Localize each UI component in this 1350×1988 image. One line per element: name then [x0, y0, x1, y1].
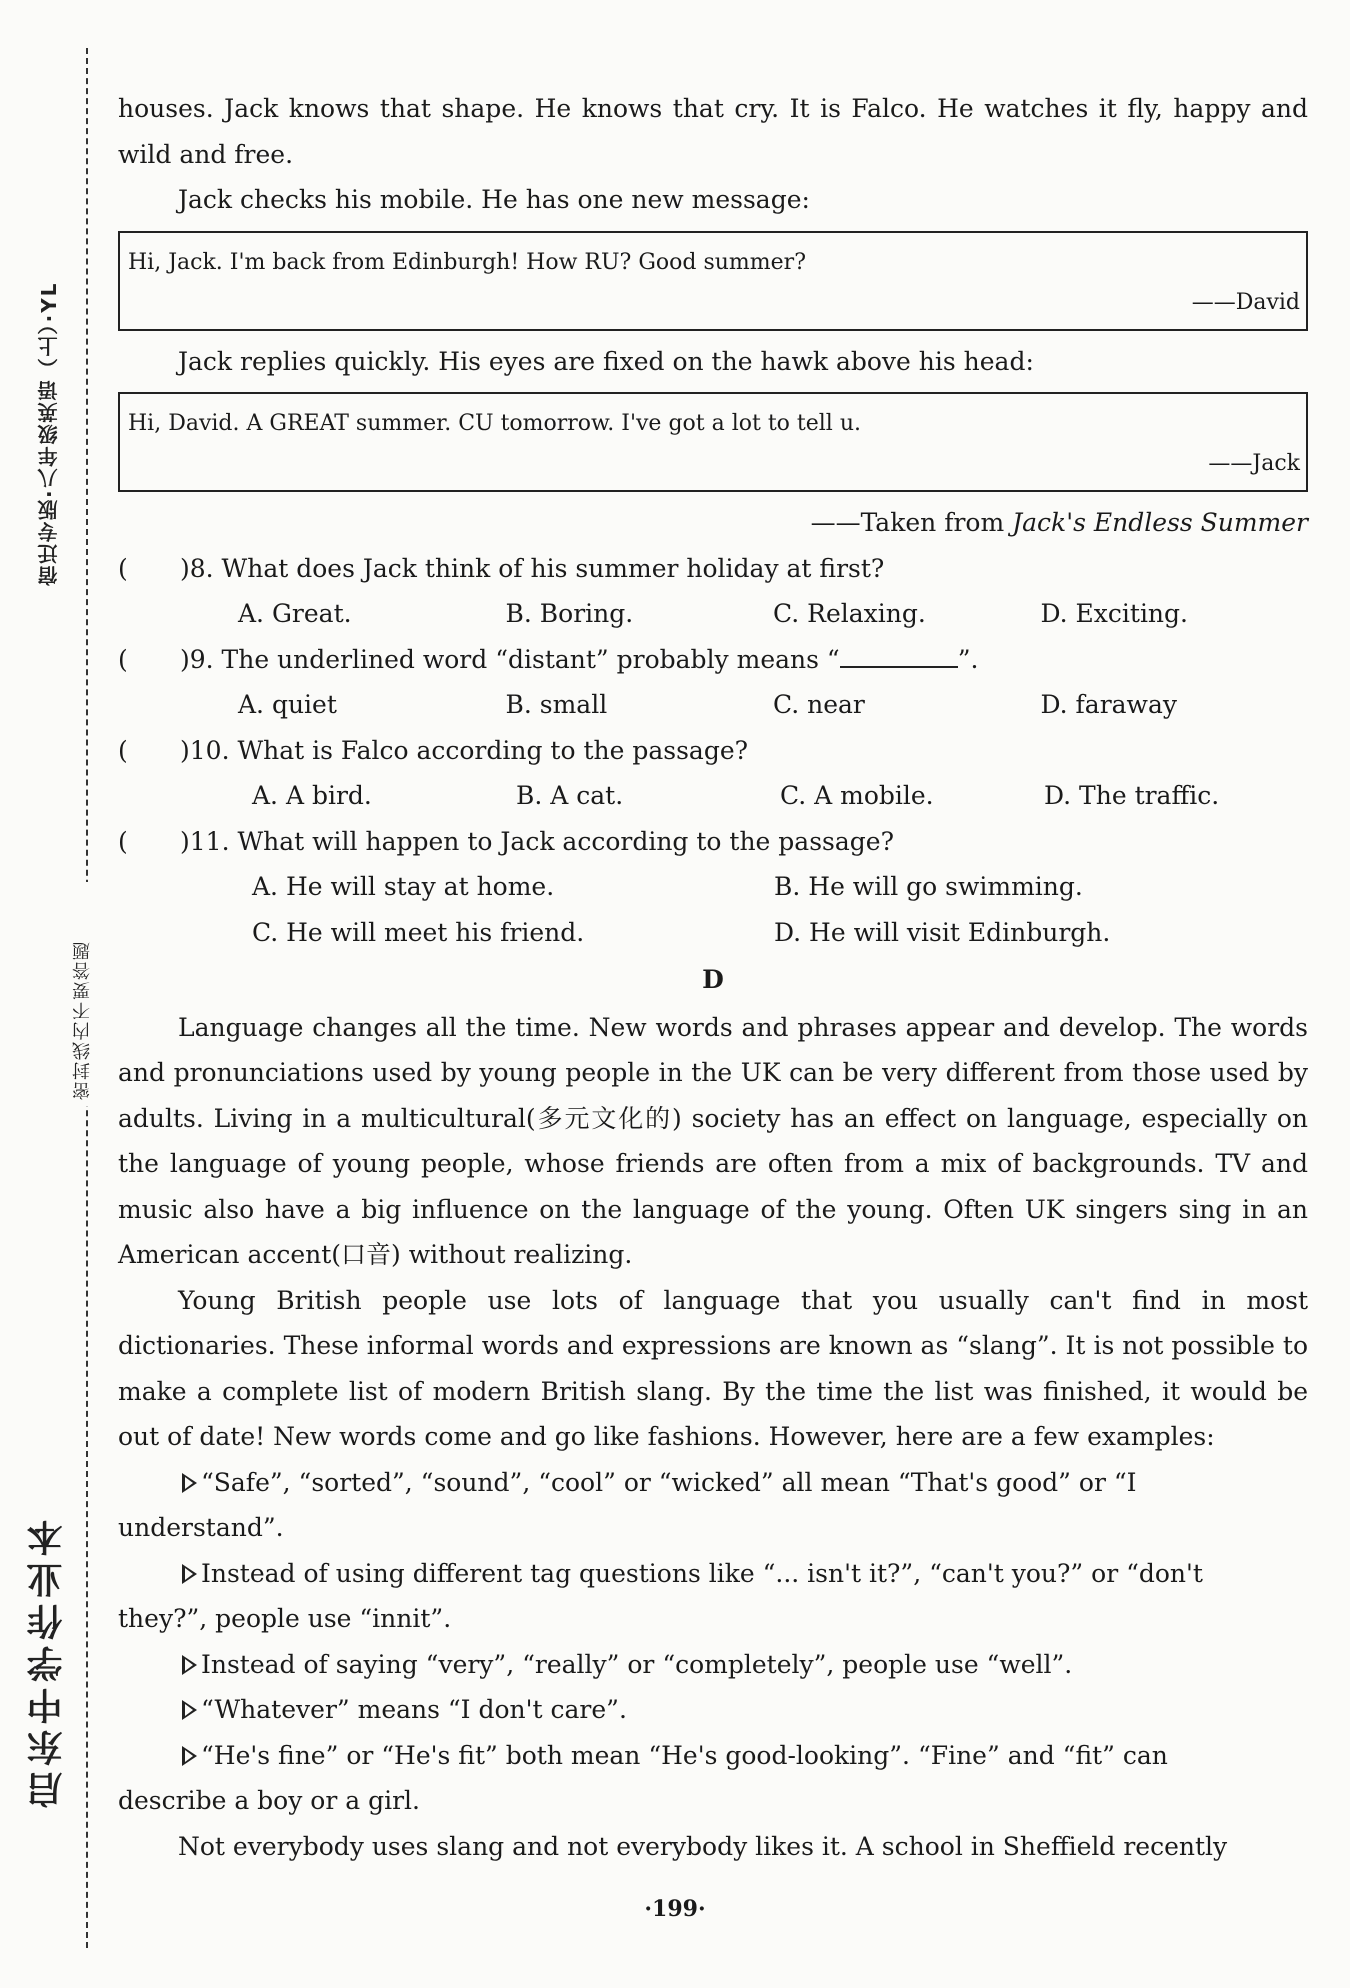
answer-bracket[interactable]: (: [118, 553, 128, 583]
option-a[interactable]: A. A bird.: [252, 781, 372, 810]
slang-example-continued: understand”.: [118, 1513, 284, 1542]
triangle-bullet-icon: [182, 1746, 197, 1766]
question-11-options-row2: [118, 910, 1308, 956]
slang-example: Instead of saying “very”, “really” or “completely”, people use “well”.: [118, 1642, 1308, 1688]
option-d[interactable]: D. Exciting.: [1040, 599, 1188, 628]
reply-line: Jack replies quickly. His eyes are fixed on the hawk above his head:: [178, 346, 1034, 376]
option-b[interactable]: B. He will go swimming.: [774, 872, 1083, 901]
option-b[interactable]: B. Boring.: [505, 599, 634, 628]
edition-label: 宿迁专版·八年级英语（上）·YL: [34, 260, 63, 592]
question-11: [118, 819, 1308, 865]
slang-example-continued: describe a boy or a girl.: [118, 1786, 420, 1815]
question-text: )10. What is Falco according to the passage?: [180, 735, 749, 765]
seal-notice: 密封线内不要答题: [70, 882, 96, 1106]
source-title: Jack's Endless Summer: [1012, 508, 1308, 537]
message-signature: ——Jack: [1208, 451, 1300, 476]
source-citation: [118, 500, 1308, 546]
slang-example: Instead of using different tag questions like “... isn't it?”, “can't you?” or “don't: [118, 1551, 1308, 1597]
slang-example: “Safe”, “sorted”, “sound”, “cool” or “wicked” all mean “That's good” or “I: [118, 1460, 1308, 1506]
message-box-david: [118, 231, 1308, 331]
story-paragraph-end: houses. Jack knows that shape. He knows that cry. It is Falco. He watches it fly, happy and wild and free.: [118, 94, 1308, 169]
message-signature: ——David: [1191, 289, 1300, 315]
fill-blank[interactable]: [840, 644, 958, 668]
option-a[interactable]: A. He will stay at home.: [252, 872, 555, 901]
passage-paragraph-1: Language changes all the time. New words and phrases appear and develop. The words and pronunciations used by young people in the UK can be very different from those used by adults. Living in a multicultural(多元文化的) society has an effect on language, especially on the language of young people, whose friends are often from a mix of backgrounds. TV and music also have a big influence on the language of the young. Often UK singers sing in an American accent(口音) without realizing.: [118, 1012, 1308, 1269]
slang-example-continued: they?”, people use “innit”.: [118, 1604, 452, 1633]
option-c[interactable]: C. A mobile.: [780, 781, 934, 810]
question-text: )9. The underlined word “distant” probably means “: [180, 644, 840, 674]
option-b[interactable]: B. A cat.: [516, 781, 624, 810]
message-text: Hi, David. A GREAT summer. CU tomorrow. I've got a lot to tell u.: [128, 411, 861, 436]
question-11-options-row1: [118, 864, 1308, 910]
question-text: )8. What does Jack think of his summer holiday at first?: [180, 553, 885, 583]
brand-title: 启东中学作业本: [22, 1478, 73, 1808]
triangle-bullet-icon: [182, 1564, 197, 1584]
message-box-jack: [118, 392, 1308, 492]
message-text: Hi, Jack. I'm back from Edinburgh! How RU? Good summer?: [128, 249, 806, 275]
answer-bracket[interactable]: (: [118, 735, 128, 765]
passage-paragraph-2: Young British people use lots of language that you usually can't find in most dictionaries. These informal words and expressions are known as “slang”. It is not possible to make a complete list of modern British slang. By the time the list was finished, it would be out of date! New words come and go like fashions. However, here are a few examples:: [118, 1285, 1308, 1451]
option-a[interactable]: A. Great.: [238, 599, 352, 628]
option-a[interactable]: A. quiet: [238, 690, 337, 719]
option-d[interactable]: D. He will visit Edinburgh.: [774, 917, 1111, 947]
question-9: [118, 637, 1308, 683]
question-10: [118, 728, 1308, 774]
answer-bracket[interactable]: (: [118, 644, 128, 674]
triangle-bullet-icon: [182, 1700, 197, 1720]
triangle-bullet-icon: [182, 1655, 197, 1675]
option-b[interactable]: B. small: [505, 690, 608, 719]
question-8: [118, 546, 1308, 592]
answer-bracket[interactable]: (: [118, 826, 128, 856]
binding-margin: [0, 0, 118, 1988]
source-prefix: ——Taken from: [810, 508, 1013, 537]
option-c[interactable]: C. He will meet his friend.: [252, 917, 585, 947]
option-c[interactable]: C. near: [773, 690, 865, 719]
question-9-options: [118, 682, 1308, 728]
option-c[interactable]: C. Relaxing.: [773, 599, 926, 628]
triangle-bullet-icon: [182, 1473, 197, 1493]
slang-example: “He's fine” or “He's fit” both mean “He's good-looking”. “Fine” and “fit” can: [118, 1733, 1308, 1779]
question-text: )11. What will happen to Jack according to the passage?: [180, 826, 894, 856]
page-number: ·199·: [644, 1896, 706, 1922]
option-d[interactable]: D. The traffic.: [1044, 781, 1220, 810]
slang-example-list: [118, 1460, 1308, 1824]
question-10-options: [118, 773, 1308, 819]
passage-paragraph-3: Not everybody uses slang and not everybody likes it. A school in Sheffield recently: [178, 1831, 1228, 1861]
question-8-options: [118, 591, 1308, 637]
question-text-end: ”.: [957, 644, 979, 674]
page-content: [118, 86, 1308, 1869]
slang-example: “Whatever” means “I don't care”.: [118, 1687, 1308, 1733]
option-d[interactable]: D. faraway: [1040, 690, 1177, 719]
section-heading: D: [702, 965, 724, 994]
mobile-line: Jack checks his mobile. He has one new message:: [178, 185, 810, 214]
